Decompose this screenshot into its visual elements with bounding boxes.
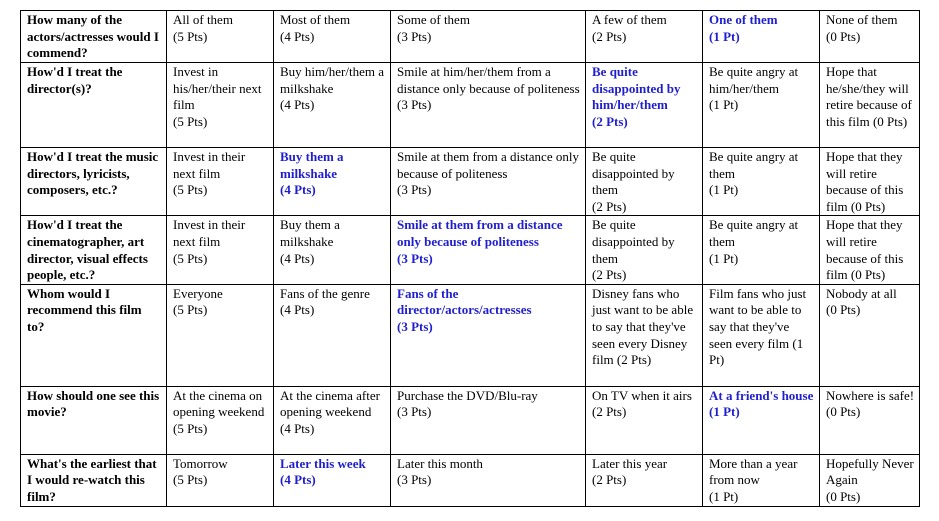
option-text: All of them (5 Pts) [173,12,233,44]
option-cell [703,63,820,148]
option-text: Hopefully Never Again (0 Pts) [826,455,914,504]
option-text: Later this year (2 Pts) [592,455,668,488]
option-cell [167,63,274,148]
question-cell: How'd I treat the music directors, lyricists, composers, etc.? [21,148,167,216]
option-cell [391,386,586,454]
rubric-row [21,63,920,148]
question-cell: How'd I treat the cinematographer, art director, visual effects people, etc.? [21,216,167,284]
option-cell [703,386,820,454]
option-text: One of them (1 Pt) [709,12,778,44]
option-cell [586,11,703,63]
option-cell [391,11,586,63]
option-cell [167,148,274,216]
option-text: Buy them a milkshake (4 Pts) [280,217,340,266]
option-text: Be quite disappointed by him/her/them (2 Pts) [592,64,681,129]
option-cell [586,284,703,386]
option-text: Purchase the DVD/Blu-ray (3 Pts) [397,387,538,420]
option-text: Hope that they will retire because of this film (0 Pts) [826,217,904,283]
option-cell [391,148,586,216]
option-cell [167,11,274,63]
option-cell [167,454,274,506]
rubric-row [21,284,920,386]
question-cell: How many of the actors/actresses would I commend? [21,11,167,63]
option-text: At a friend's house (1 Pt) [709,387,814,420]
option-text: Be quite disappointed by them (2 Pts) [592,217,675,283]
option-text: A few of them (2 Pts) [592,12,667,44]
option-cell [391,454,586,506]
option-cell [167,216,274,284]
rubric-row [21,11,920,63]
option-text: Invest in their next film (5 Pts) [173,217,246,266]
option-cell [703,148,820,216]
option-text: Fans of the director/actors/actresses (3 Pts) [397,285,532,334]
option-cell [167,386,274,454]
option-cell [391,216,586,284]
option-cell [586,148,703,216]
option-text: None of them (0 Pts) [826,12,898,44]
option-cell [820,454,920,506]
option-cell [274,284,391,386]
option-text: Be quite disappointed by them (2 Pts) [592,149,675,214]
option-text: Most of them (4 Pts) [280,12,351,44]
option-cell [586,216,703,284]
option-text: More than a year from now (1 Pt) [709,455,798,504]
option-cell [586,454,703,506]
option-text: Smile at them from a distance only because of politeness (3 Pts) [397,149,579,198]
question-cell: What's the earliest that I would re-watch this film? [21,454,167,506]
option-text: At the cinema after opening weekend (4 Pts) [280,387,380,436]
option-cell [820,63,920,148]
option-text: Some of them (3 Pts) [397,12,470,44]
option-cell [820,11,920,63]
option-cell [703,454,820,506]
option-cell [167,284,274,386]
rubric-row [21,216,920,284]
option-text: Disney fans who just want to be able to say that they've seen every Disney film (2 Pts) [592,285,694,368]
option-text: Film fans who just want to be able to say that they've seen every film (1 Pt) [709,285,807,368]
question-cell: Whom would I recommend this film to? [21,284,167,386]
option-text: At the cinema on opening weekend (5 Pts) [173,387,265,436]
option-text: Nobody at all (0 Pts) [826,285,897,318]
option-text: Buy him/her/them a milkshake (4 Pts) [280,64,384,113]
option-cell [274,11,391,63]
option-cell [391,284,586,386]
option-text: Fans of the genre (4 Pts) [280,285,370,318]
option-text: Hope that they will retire because of this film (0 Pts) [826,149,904,214]
option-cell [274,63,391,148]
option-text: Smile at them from a distance only because of politeness (3 Pts) [397,217,563,266]
option-cell [820,386,920,454]
option-text: Nowhere is safe! (0 Pts) [826,387,915,420]
rubric-row [21,148,920,216]
option-cell [274,386,391,454]
option-text: Buy them a milkshake (4 Pts) [280,149,344,198]
option-cell [820,284,920,386]
option-cell [274,148,391,216]
option-text: Later this month (3 Pts) [397,455,483,488]
option-cell [820,216,920,284]
option-cell [274,454,391,506]
option-cell [391,63,586,148]
question-cell: How should one see this movie? [21,386,167,454]
option-text: On TV when it airs (2 Pts) [592,387,692,420]
option-cell [703,216,820,284]
rubric-body [21,11,920,507]
option-cell [586,63,703,148]
option-text: Later this week (4 Pts) [280,455,366,488]
option-text: Be quite angry at them (1 Pt) [709,217,799,266]
option-text: Everyone (5 Pts) [173,285,223,318]
option-cell [703,11,820,63]
option-text: Tomorrow (5 Pts) [173,455,228,488]
option-text: Smile at him/her/them from a distance only because of politeness (3 Pts) [397,64,580,113]
rubric-row [21,386,920,454]
option-text: Invest in his/her/their next film (5 Pts) [173,64,262,129]
option-cell [820,148,920,216]
rubric-row [21,454,920,506]
option-text: Be quite angry at them (1 Pt) [709,149,799,198]
option-cell [274,216,391,284]
option-cell [586,386,703,454]
question-cell: How'd I treat the director(s)? [21,63,167,148]
option-text: Hope that he/she/they will retire because of this film (0 Pts) [826,64,912,129]
film-rating-rubric-table [20,10,920,507]
option-cell [703,284,820,386]
option-text: Be quite angry at him/her/them (1 Pt) [709,64,799,113]
option-text: Invest in their next film (5 Pts) [173,149,246,198]
